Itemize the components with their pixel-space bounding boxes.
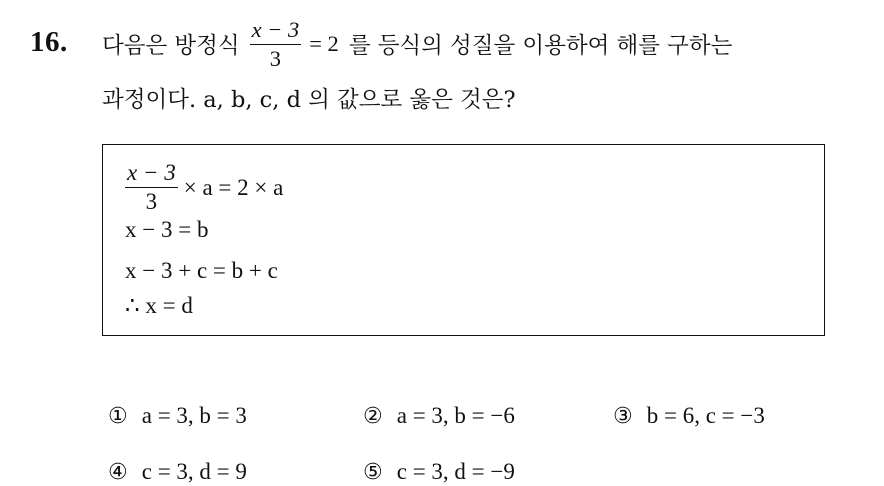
answer-option-5[interactable] [363,459,515,485]
equation-numerator: x − 3 [250,18,302,45]
solution-step-3: x − 3 + c = b + c [125,258,278,283]
option-3-mark: ③ [613,404,633,429]
question-line-2: 과정이다. a, b, c, d 의 값으로 옳은 것은? [102,87,516,113]
step1-fraction [125,161,178,214]
question-line-1 [102,14,732,74]
step1-numerator: x − 3 [125,161,178,188]
solution-step-4: ∴ x = d [125,293,193,318]
equation-denominator: 3 [269,45,282,71]
step1-denominator: 3 [145,189,158,215]
question-text-after: 를 등식의 성질을 이용하여 해를 구하는 [348,33,733,59]
option-1-text: a = 3, b = 3 [141,403,247,428]
question-number: 16. [30,26,68,58]
option-4-text: c = 3, d = 9 [141,459,247,484]
answer-option-1[interactable] [108,403,247,429]
question-text-before: 다음은 방정식 [102,33,240,59]
equation-rhs: = 2 [309,31,339,56]
option-1-mark: ① [108,404,128,429]
option-2-mark: ② [363,404,383,429]
answer-option-4[interactable] [108,459,247,485]
answer-option-3[interactable] [613,403,765,429]
solution-step-1 [125,161,283,214]
option-5-text: c = 3, d = −9 [396,459,515,484]
answer-option-2[interactable] [363,403,515,429]
solution-step-2: x − 3 = b [125,217,209,242]
option-5-mark: ⑤ [363,460,383,485]
option-3-text: b = 6, c = −3 [646,403,765,428]
equation-fraction [250,18,302,70]
solution-box [102,144,825,336]
option-4-mark: ④ [108,460,128,485]
step1-rhs: × a = 2 × a [183,174,284,200]
option-2-text: a = 3, b = −6 [396,403,515,428]
